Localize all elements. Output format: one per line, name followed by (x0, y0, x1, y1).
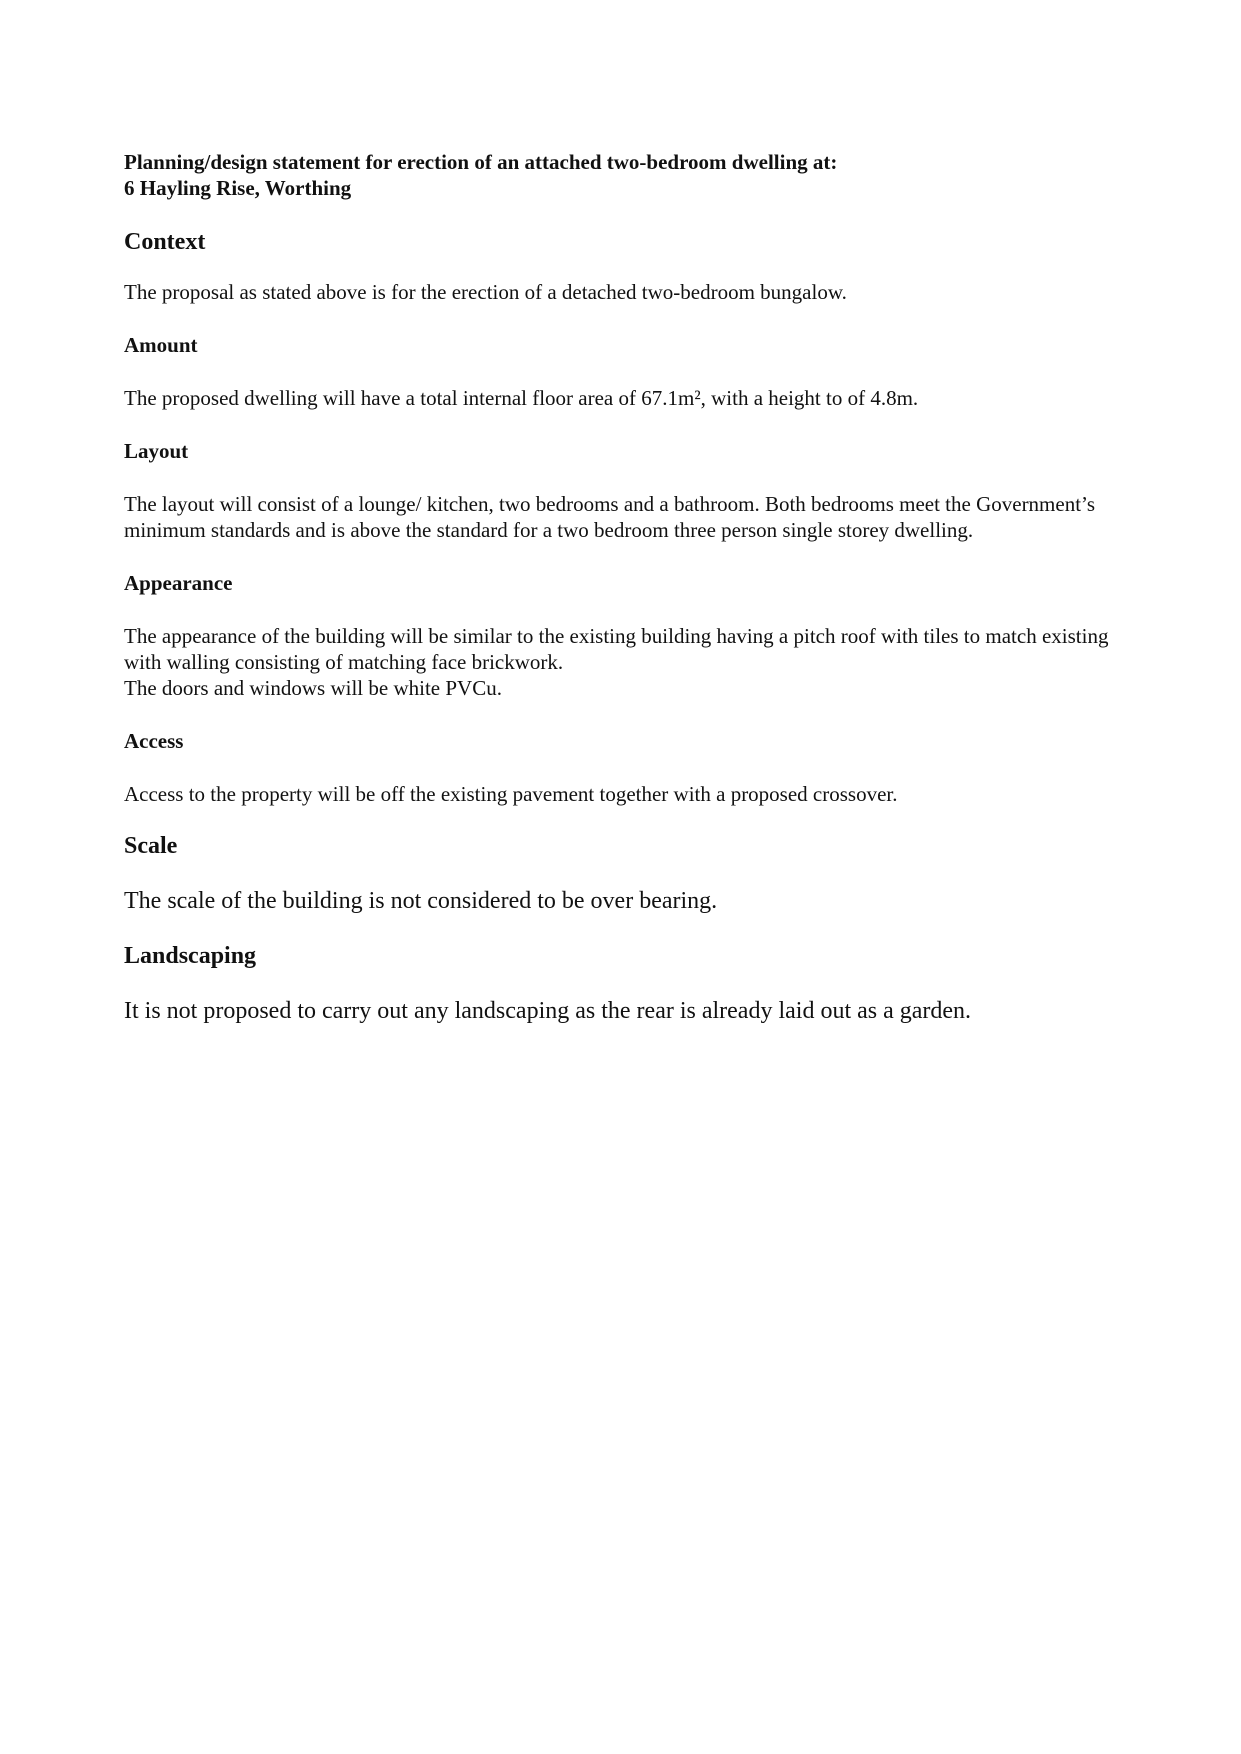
landscaping-text: It is not proposed to carry out any landscaping as the rear is already laid out as a garden. (124, 998, 972, 1024)
appearance-text-line-2: The doors and windows will be white PVCu. (124, 676, 502, 700)
access-heading: Access (124, 729, 184, 753)
document-title-line-1: Planning/design statement for erection of an attached two-bedroom dwelling at: (124, 150, 838, 174)
landscaping-heading: Landscaping (124, 943, 257, 969)
document-body (124, 149, 1124, 1026)
context-text: The proposal as stated above is for the erection of a detached two-bedroom bungalow. (124, 280, 847, 304)
layout-text: The layout will consist of a lounge/ kitchen, two bedrooms and a bathroom. Both bedrooms meet the Government’s minimum standards and is above the standard for a two bedroom three person single storey dwelling. (124, 492, 1096, 542)
appearance-text-line-1: The appearance of the building will be similar to the existing building having a pitch roof with tiles to match existing with walling consisting of matching face brickwork. (124, 624, 1109, 674)
layout-heading: Layout (124, 439, 189, 463)
appearance-text (124, 623, 1124, 701)
amount-heading: Amount (124, 333, 198, 357)
scale-text: The scale of the building is not considered to be over bearing. (124, 888, 718, 914)
access-text: Access to the property will be off the existing pavement together with a proposed crossover. (124, 782, 898, 806)
context-heading: Context (124, 229, 206, 255)
appearance-heading: Appearance (124, 571, 233, 595)
document-title (124, 149, 1124, 201)
scale-heading: Scale (124, 833, 178, 859)
amount-text: The proposed dwelling will have a total internal floor area of 67.1m², with a height to of 4.8m. (124, 386, 919, 410)
document-title-line-2: 6 Hayling Rise, Worthing (124, 176, 352, 200)
